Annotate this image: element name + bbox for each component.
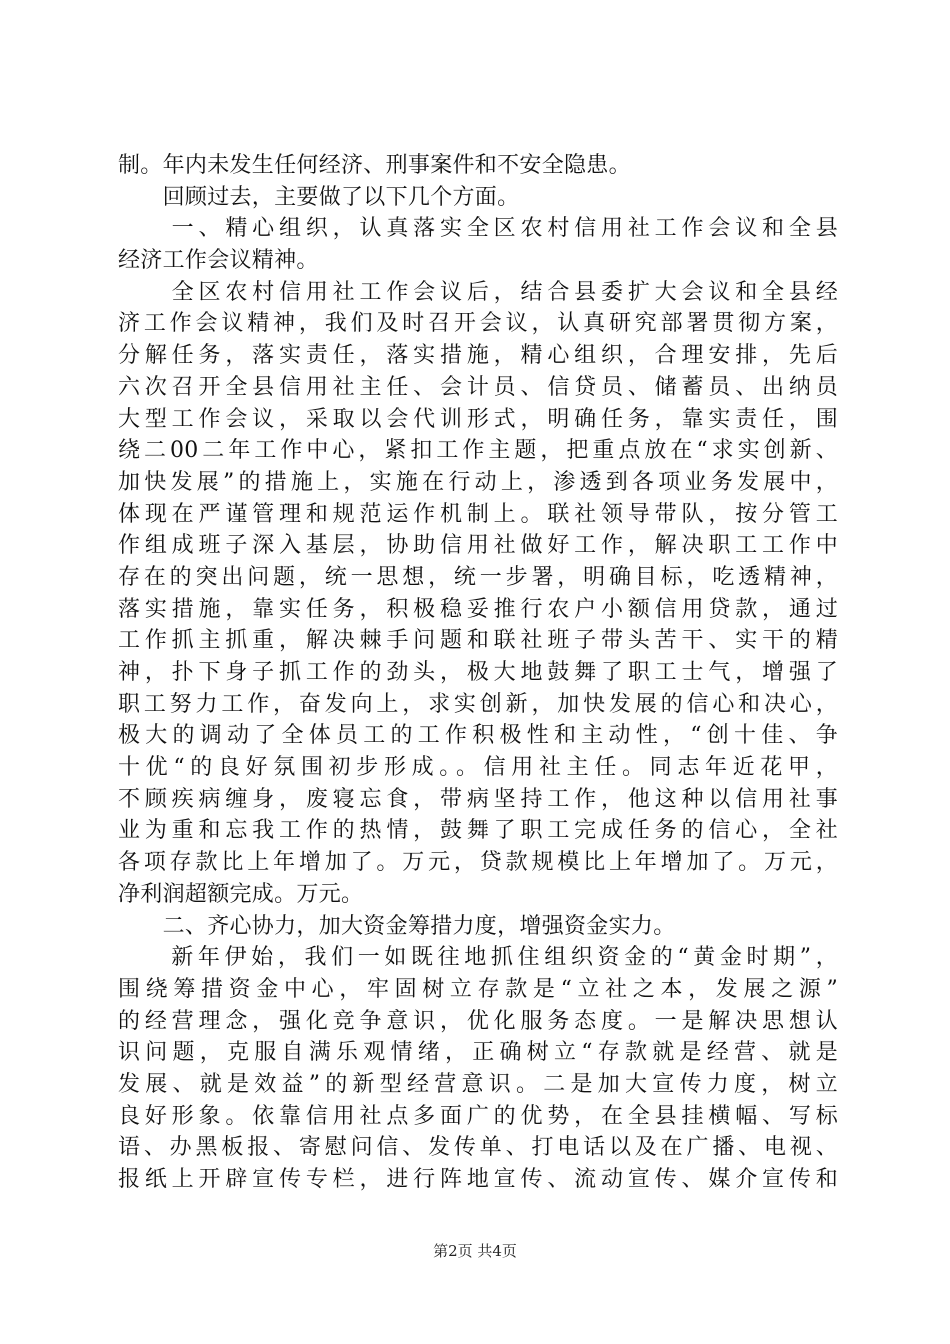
text-line: 神，扑下身子抓工作的劲头，极大地鼓舞了职工士气，增强了 (118, 660, 838, 685)
text-line: 发展、就是效益”的新型经营意识。二是加大宣传力度，树立 (118, 1071, 838, 1097)
text-line: 新年伊始，我们一如既往地抓住组织资金的“黄金时期”， (118, 945, 838, 971)
text-line: 各项存款比上年增加了。万元，贷款规模比上年增加了。万元， (118, 850, 838, 876)
text-line: 报纸上开辟宣传专栏，进行阵地宣传、流动宣传、媒介宣传和 (118, 1167, 838, 1192)
text-line: 分解任务，落实责任，落实措施，精心组织，合理安排，先后 (118, 343, 838, 369)
text-line: 六次召开全县信用社主任、会计员、信贷员、储蓄员、出纳员 (118, 374, 838, 400)
text-line: 作组成班子深入基层，协助信用社做好工作，解决职工工作中 (118, 533, 838, 559)
text-line: 的经营理念，强化竞争意识，优化服务态度。一是解决思想认 (118, 1008, 838, 1034)
text-line: 识问题，克服自满乐观情绪，正确树立“存款就是经营、就是 (118, 1040, 838, 1066)
page-footer (0, 1240, 950, 1261)
page-number: 第2页 共4页 (433, 1242, 517, 1260)
text-line: 净利润超额完成。万元。 (118, 881, 364, 907)
text-line: 回顾过去，主要做了以下几个方面。 (118, 184, 520, 210)
text-line: 经济工作会议精神。 (118, 248, 319, 274)
text-line: 制。年内未发生任何经济、刑事案件和不安全隐患。 (118, 153, 631, 178)
text-line: 不顾疾病缠身，废寝忘食，带病坚持工作，他这种以信用社事 (118, 786, 838, 812)
text-line: 存在的突出问题，统一思想，统一步署，明确目标，吃透精神， (118, 564, 838, 590)
document-body (118, 150, 838, 1196)
text-line: 职工努力工作，奋发向上，求实创新，加快发展的信心和决心， (118, 691, 838, 717)
text-line: 一、精心组织，认真落实全区农村信用社工作会议和全县 (118, 216, 838, 242)
text-line: 围绕筹措资金中心，牢固树立存款是“立社之本，发展之源” (118, 976, 838, 1002)
text-line: 落实措施，靠实任务，积极稳妥推行农户小额信用贷款，通过 (118, 596, 838, 622)
text-line: 绕二00二年工作中心，紧扣工作主题，把重点放在“求实创新、 (118, 438, 838, 464)
text-line: 十优“的良好氛围初步形成。。信用社主任。同志年近花甲， (118, 755, 838, 781)
text-line: 工作抓主抓重，解决棘手问题和联社班子带头苦干、实干的精 (118, 628, 838, 654)
text-line: 业为重和忘我工作的热情，鼓舞了职工完成任务的信心，全社 (118, 818, 838, 844)
text-line: 体现在严谨管理和规范运作机制上。联社领导带队，按分管工 (118, 501, 838, 527)
text-line: 二、齐心协力，加大资金筹措力度，增强资金实力。 (118, 913, 676, 939)
text-line: 济工作会议精神，我们及时召开会议，认真研究部署贯彻方案， (118, 311, 838, 337)
text-line: 加快发展”的措施上，实施在行动上，渗透到各项业务发展中， (118, 469, 838, 495)
text-line: 大型工作会议，采取以会代训形式，明确任务，靠实责任，围 (118, 406, 838, 432)
text-line: 全区农村信用社工作会议后，结合县委扩大会议和全县经 (118, 279, 838, 305)
text-line: 极大的调动了全体员工的工作积极性和主动性，“创十佳、争 (118, 723, 838, 749)
text-line: 语、办黑板报、寄慰问信、发传单、打电话以及在广播、电视、 (118, 1135, 838, 1161)
text-line: 良好形象。依靠信用社点多面广的优势，在全县挂横幅、写标 (118, 1103, 838, 1129)
